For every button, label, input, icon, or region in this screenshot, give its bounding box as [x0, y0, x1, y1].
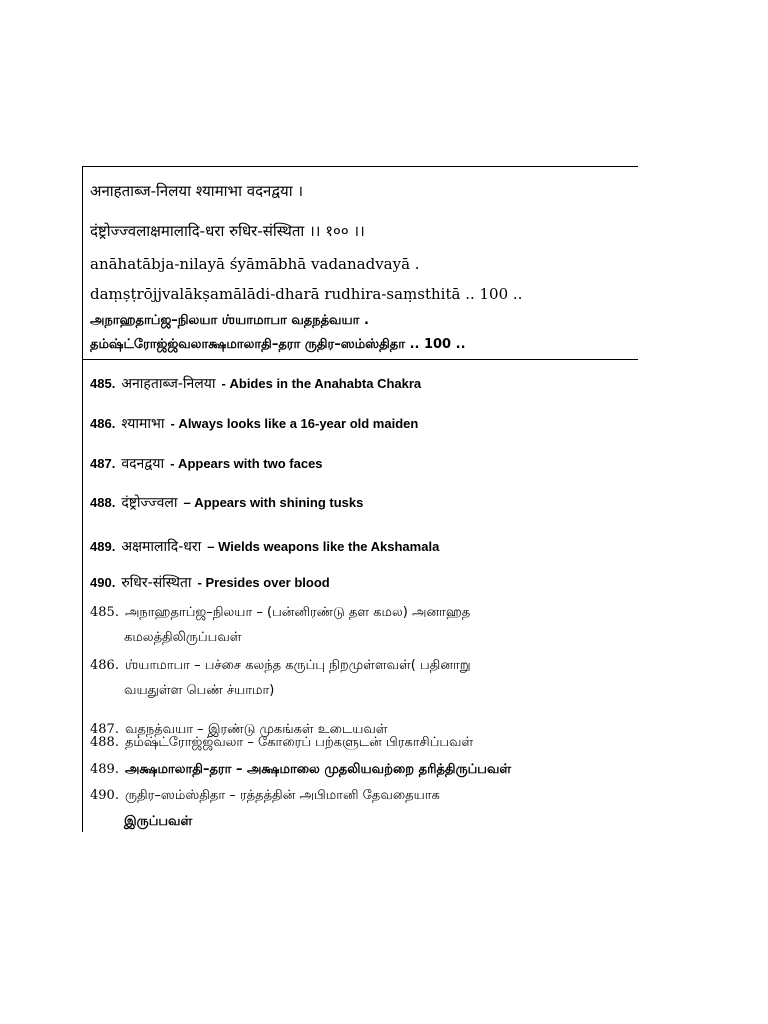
item-meaning: - Abides in the Anahabta Chakra: [221, 376, 422, 391]
item-text: தம்ஷ்ட்ரோஜ்ஜ்வலா – கோரைப் பற்களுடன் பிரகாசிப்பவள்: [124, 735, 474, 750]
section-divider: [82, 359, 638, 360]
verse-transliteration-line-1: anāhatābja-nilayā śyāmābhā vadanadvayā .: [90, 255, 420, 273]
tamil-item-486-cont: [124, 679, 274, 699]
english-item-485: [90, 373, 421, 393]
tamil-item-488: [90, 731, 473, 751]
item-text: வதநத்வயா – இரண்டு முகங்கள் உடையவள்: [124, 722, 388, 737]
verse-tamil-line-2: தம்ஷ்ட்ரோஜ்ஜ்வலாக்ஷமாலாதி–தரா ருதிர–ஸம்ஸ்திதா .. 100 ..: [90, 337, 466, 352]
item-text: கமலத்திலிருப்பவள்: [124, 630, 242, 645]
item-meaning: – Appears with shining tusks: [183, 495, 364, 510]
item-number: 489.: [90, 539, 116, 554]
item-term: रुधिर-संस्थिता: [121, 575, 192, 591]
tamil-item-490-cont: [124, 810, 192, 830]
tamil-item-486: [90, 654, 471, 674]
item-number: 490.: [90, 788, 119, 803]
verse-transliteration-line-2: daṃṣṭrōjjvalākṣamālādi-dharā rudhira-saṃsthitā .. 100 ..: [90, 285, 523, 303]
item-number: 486.: [90, 416, 116, 431]
item-text: அநாஹதாப்ஜ–நிலயா – (பன்னிரண்டு தள கமல) அனாஹத: [124, 605, 471, 620]
item-number: 488.: [90, 495, 116, 510]
item-term: दंष्ट्रोज्ज्वला: [121, 495, 178, 511]
item-text: இருப்பவள்: [124, 814, 193, 829]
tamil-item-485-cont: [124, 626, 242, 646]
left-rule: [82, 166, 83, 832]
item-meaning: - Presides over blood: [197, 575, 330, 590]
item-number: 486.: [90, 658, 119, 673]
item-number: 487.: [90, 722, 119, 737]
tamil-item-485: [90, 601, 470, 621]
item-text: ருதிர–ஸம்ஸ்திதா – ரத்தத்தின் அபிமானி தேவதையாக: [124, 788, 440, 803]
item-text: அக்ஷமாலாதி–தரா – அக்ஷமாலை முதலியவற்றை தரித்திருப்பவள்: [124, 762, 512, 777]
verse-devanagari-line-1: अनाहताब्ज-निलया श्यामाभा वदनद्वया ।: [90, 182, 304, 200]
item-number: 489.: [90, 762, 119, 777]
tamil-item-489: [90, 758, 511, 778]
top-rule: [82, 166, 638, 167]
item-number: 488.: [90, 735, 119, 750]
item-term: वदनद्वया: [121, 456, 165, 472]
item-meaning: - Always looks like a 16-year old maiden: [170, 416, 419, 431]
item-number: 490.: [90, 575, 116, 590]
item-term: श्यामाभा: [121, 416, 165, 432]
item-number: 487.: [90, 456, 116, 471]
english-item-489: [90, 536, 439, 556]
item-text: ஶ்யாமாபா – பச்சை கலந்த கருப்பு நிறமுள்ளவள்( பதினாறு: [124, 658, 471, 673]
english-item-487: [90, 453, 323, 473]
item-meaning: – Wields weapons like the Akshamala: [207, 539, 440, 554]
item-number: 485.: [90, 605, 119, 620]
item-number: 485.: [90, 376, 116, 391]
verse-devanagari-line-2: दंष्ट्रोज्ज्वलाक्षमालादि-धरा रुधिर-संस्थिता ।। १०० ।।: [90, 222, 365, 240]
english-item-490: [90, 572, 330, 592]
item-term: अनाहताब्ज-निलया: [121, 376, 216, 392]
english-item-486: [90, 413, 418, 433]
english-item-488: [90, 492, 363, 512]
verse-tamil-line-1: அநாஹதாப்ஜ–நிலயா ஶ்யாமாபா வதநத்வயா .: [90, 313, 369, 328]
item-text: வயதுள்ள பெண் ச்யாமா): [124, 683, 275, 698]
item-meaning: - Appears with two faces: [170, 456, 323, 471]
item-term: अक्षमालादि-धरा: [121, 539, 202, 555]
tamil-item-490: [90, 784, 440, 804]
